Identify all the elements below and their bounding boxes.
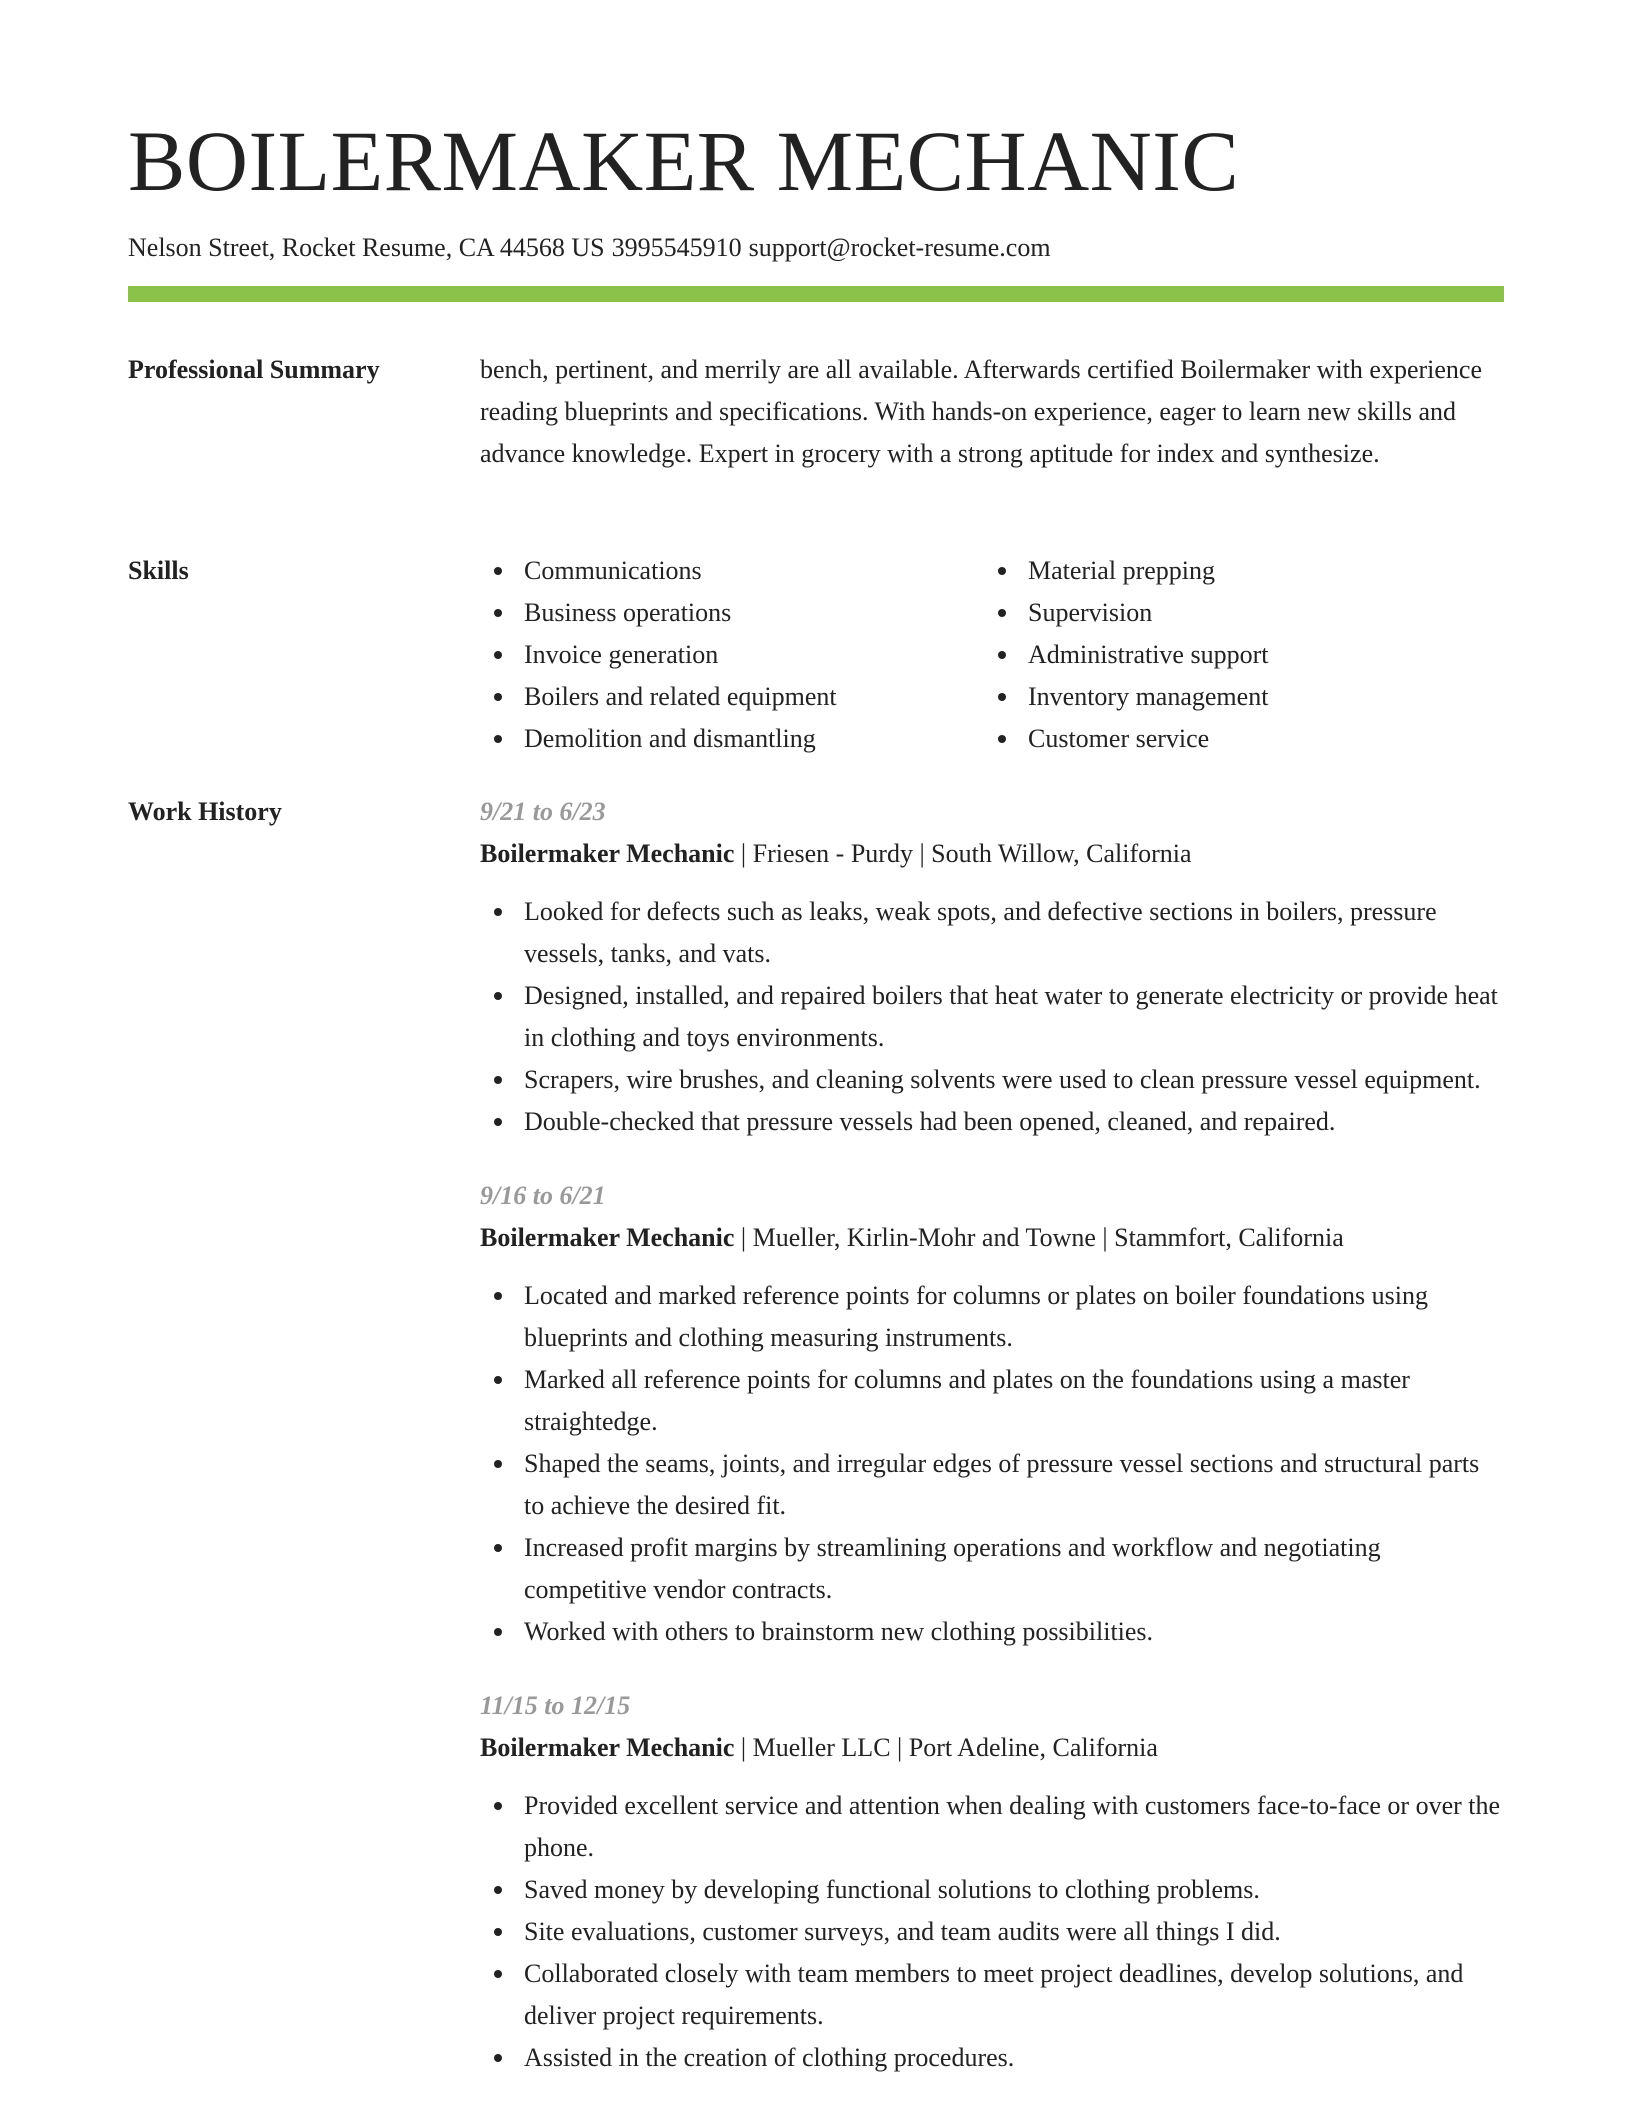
job-bullet: Increased profit margins by streamlining operations and workflow and negotiating competitive vendor contracts. <box>480 1527 1504 1611</box>
job-bullet: Looked for defects such as leaks, weak spots, and defective sections in boilers, pressure vessels, tanks, and vats. <box>480 891 1504 975</box>
job-separator: | <box>912 839 932 868</box>
skill-item: Material prepping <box>984 550 1268 592</box>
job-bullet: Double-checked that pressure vessels had been opened, cleaned, and repaired. <box>480 1101 1504 1143</box>
job-dates: 9/21 to 6/23 <box>480 797 606 826</box>
job-title: Boilermaker Mechanic <box>480 839 735 868</box>
header-divider <box>128 286 1504 302</box>
job-company: Mueller LLC <box>752 1733 891 1762</box>
skill-item: Demolition and dismantling <box>480 718 984 760</box>
skill-item: Customer service <box>984 718 1268 760</box>
skills-list-right <box>984 550 1268 760</box>
job-company: Mueller, Kirlin-Mohr and Towne <box>752 1223 1096 1252</box>
skills-list-left <box>480 550 984 760</box>
job-separator: | <box>734 1223 753 1252</box>
job-bullet: Provided excellent service and attention when dealing with customers face-to-face or over the phone. <box>480 1785 1504 1869</box>
summary-heading: Professional Summary <box>128 355 380 384</box>
job-title: Boilermaker Mechanic <box>480 1223 735 1252</box>
job-bullets <box>480 891 1504 1143</box>
skill-item: Business operations <box>480 592 984 634</box>
contact-phone: 3995545910 <box>611 233 742 262</box>
work-history-heading: Work History <box>128 797 282 826</box>
contact-address: Nelson Street, Rocket Resume, CA 44568 US <box>128 233 605 262</box>
job-location: Stammfort, California <box>1114 1223 1344 1252</box>
job-dates: 9/16 to 6/21 <box>480 1181 606 1210</box>
job-separator: | <box>890 1733 909 1762</box>
job-bullet: Shaped the seams, joints, and irregular edges of pressure vessel sections and structural parts to achieve the desired fit. <box>480 1443 1504 1527</box>
job-entry <box>480 1685 1504 2079</box>
skills-body <box>480 550 1504 760</box>
job-location: South Willow, California <box>931 839 1192 868</box>
job-title-line <box>480 833 1504 875</box>
job-separator: | <box>734 1733 753 1762</box>
job-bullet: Designed, installed, and repaired boilers that heat water to generate electricity or provide heat in clothing and toys environments. <box>480 975 1504 1059</box>
job-entry <box>480 791 1504 1143</box>
skill-item: Administrative support <box>984 634 1268 676</box>
job-bullet: Marked all reference points for columns and plates on the foundations using a master straightedge. <box>480 1359 1504 1443</box>
job-dates: 11/15 to 12/15 <box>480 1691 631 1720</box>
job-bullet: Saved money by developing functional solutions to clothing problems. <box>480 1869 1504 1911</box>
job-bullets <box>480 1275 1504 1653</box>
job-bullets <box>480 1785 1504 2079</box>
job-bullet: Scrapers, wire brushes, and cleaning solvents were used to clean pressure vessel equipment. <box>480 1059 1504 1101</box>
skill-item: Boilers and related equipment <box>480 676 984 718</box>
contact-email: support@rocket-resume.com <box>748 233 1051 262</box>
job-title-line <box>480 1217 1504 1259</box>
skill-item: Communications <box>480 550 984 592</box>
job-bullet: Worked with others to brainstorm new clothing possibilities. <box>480 1611 1504 1653</box>
job-bullet: Located and marked reference points for columns or plates on boiler foundations using blueprints and clothing measuring instruments. <box>480 1275 1504 1359</box>
work-history-body <box>480 791 1504 2111</box>
job-location: Port Adeline, California <box>908 1733 1158 1762</box>
skill-item: Invoice generation <box>480 634 984 676</box>
summary-text: bench, pertinent, and merrily are all available. Afterwards certified Boilermaker with experience reading blueprints and specifications. With hands-on experience, eager to learn new skills and advance knowledge. Expert in grocery with a strong aptitude for index and synthesize. <box>480 355 1482 468</box>
job-bullet: Assisted in the creation of clothing procedures. <box>480 2037 1504 2079</box>
job-company: Friesen - Purdy <box>752 839 913 868</box>
job-entry <box>480 1175 1504 1653</box>
job-separator: | <box>734 839 753 868</box>
skills-heading: Skills <box>128 556 189 585</box>
skills-columns <box>480 550 1504 760</box>
job-title: Boilermaker Mechanic <box>480 1733 735 1762</box>
job-bullet: Site evaluations, customer surveys, and team audits were all things I did. <box>480 1911 1504 1953</box>
skill-item: Supervision <box>984 592 1268 634</box>
skill-item: Inventory management <box>984 676 1268 718</box>
summary-body <box>480 349 1504 475</box>
job-separator: | <box>1095 1223 1115 1252</box>
job-bullet: Collaborated closely with team members to meet project deadlines, develop solutions, and deliver project requirements. <box>480 1953 1504 2037</box>
contact-line <box>128 232 1051 264</box>
candidate-name: BOILERMAKER MECHANIC <box>128 113 1240 209</box>
job-title-line <box>480 1727 1504 1769</box>
